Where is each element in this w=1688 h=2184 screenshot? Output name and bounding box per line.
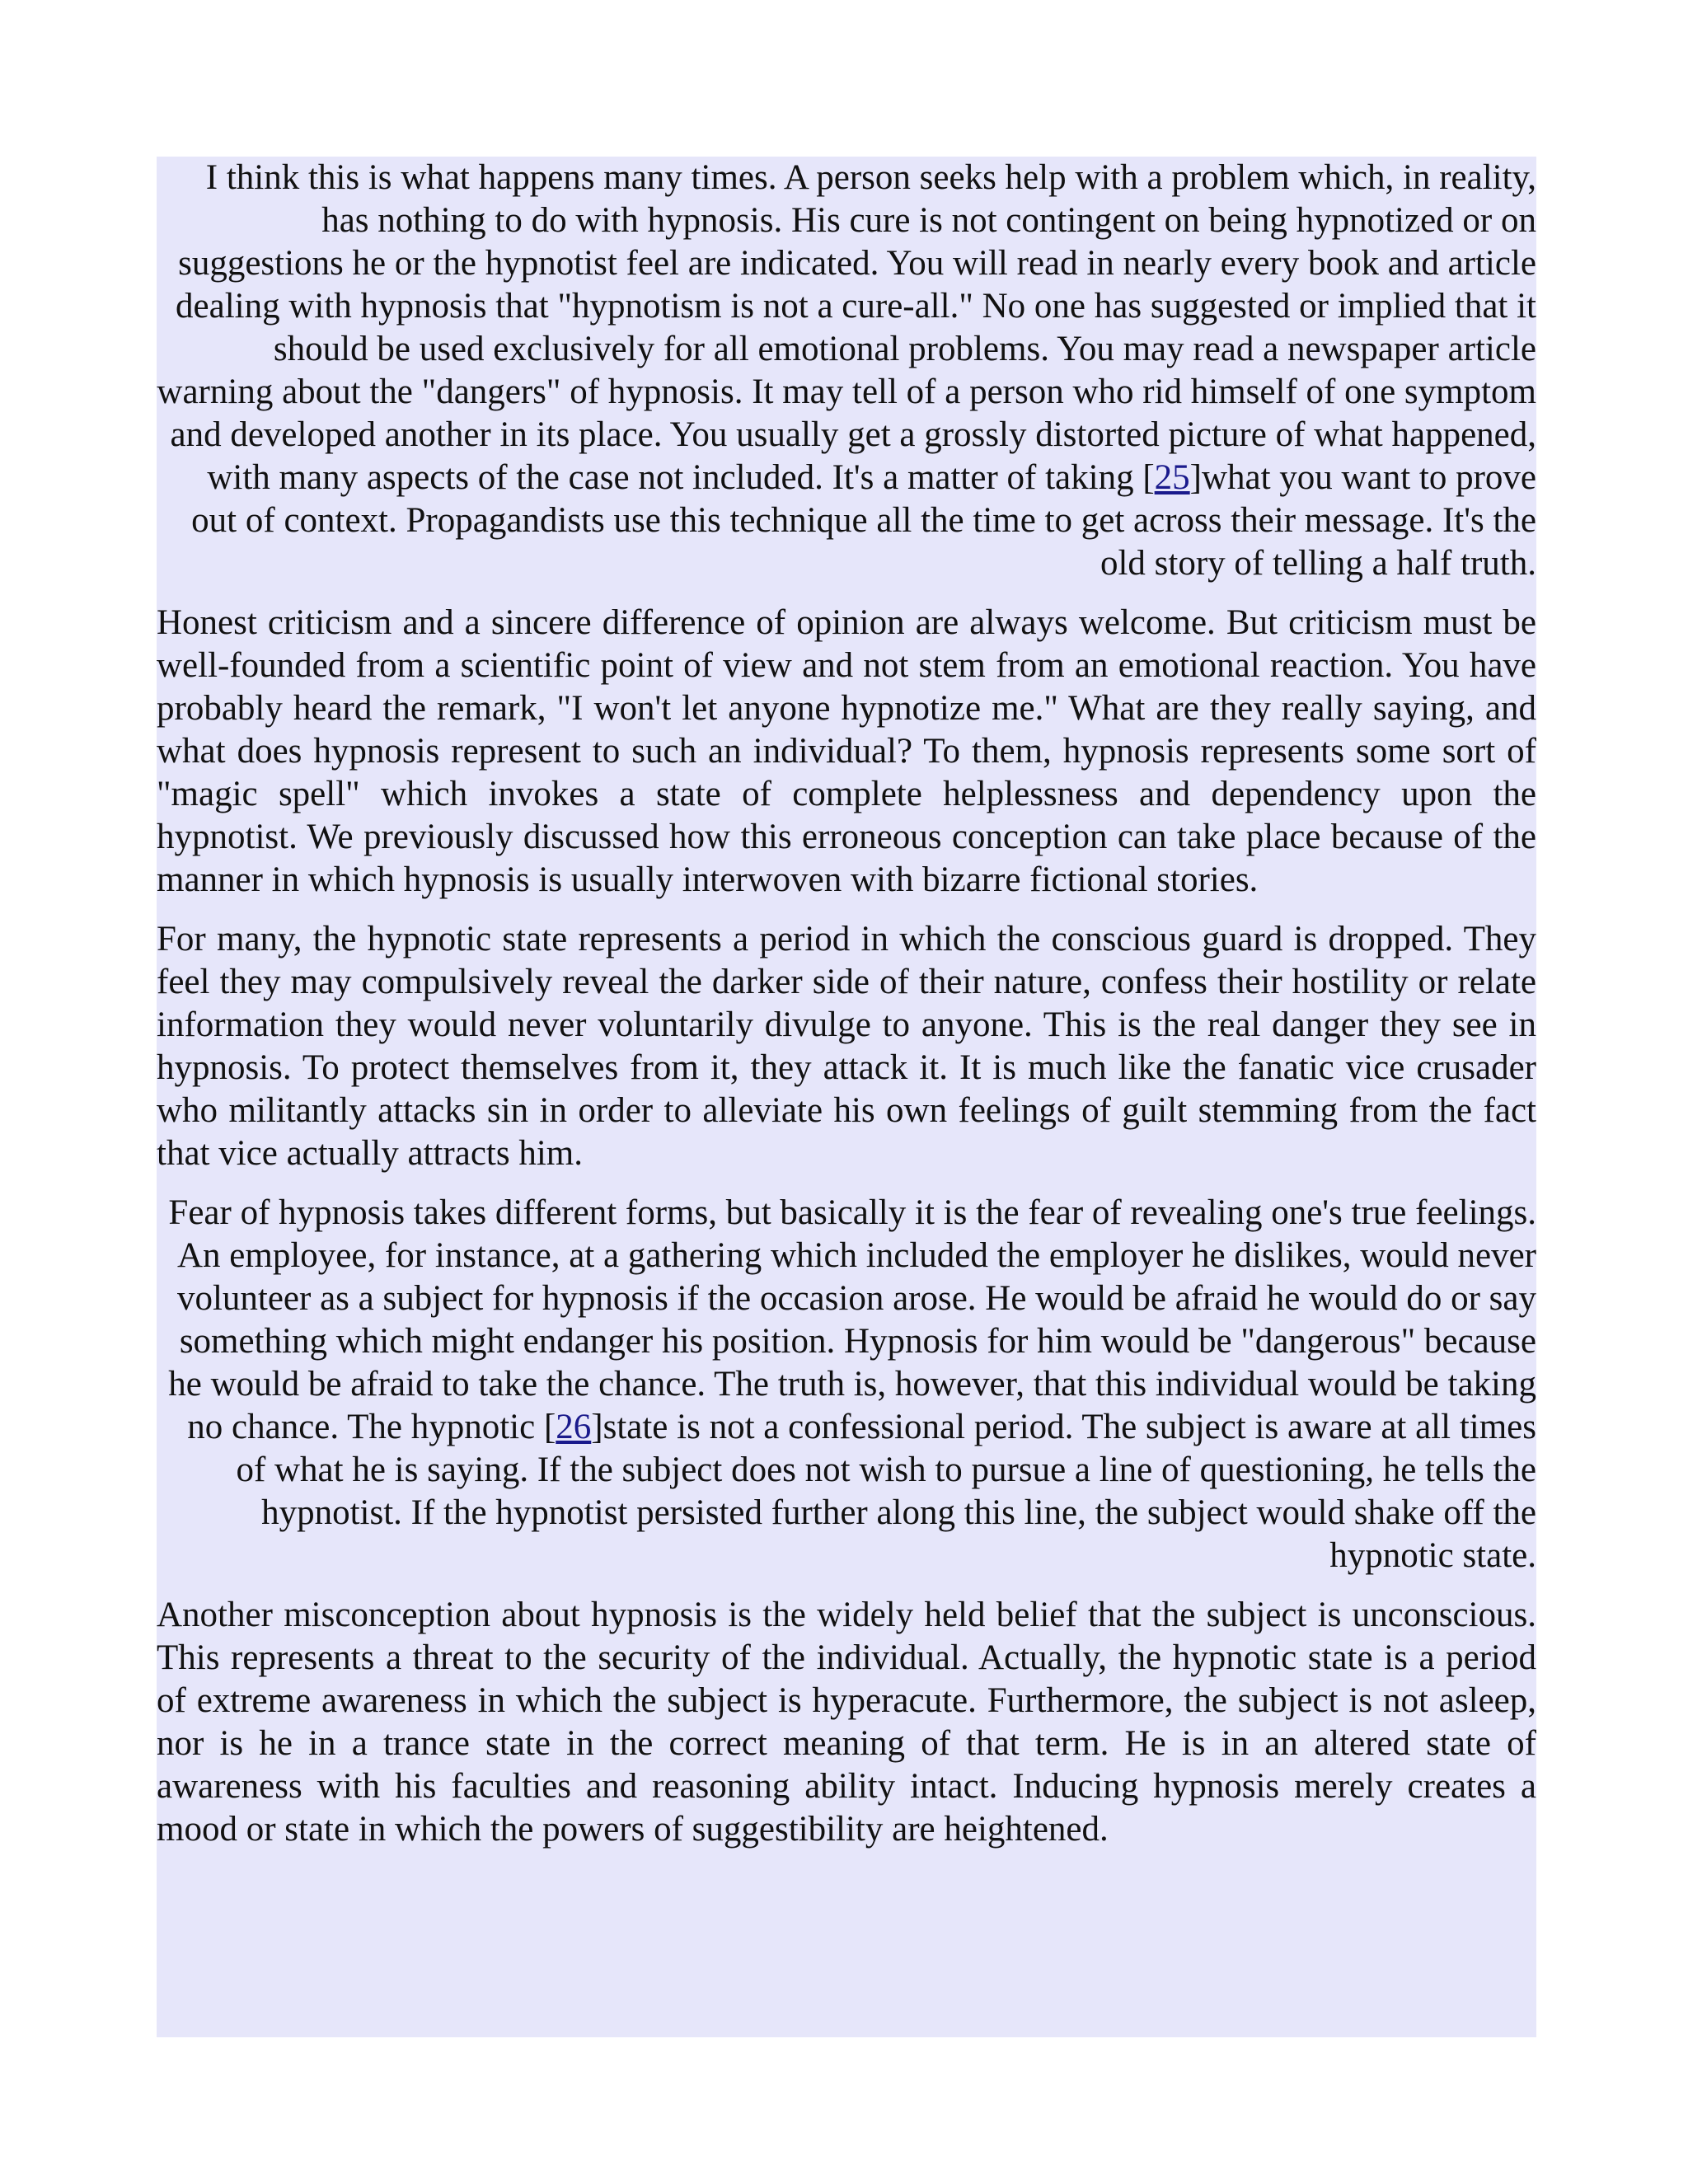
text-block: [157, 157, 1536, 2037]
paragraph-4-text-before: Fear of hypnosis takes different forms, but basically it is the fear of revealing one's true feelings. An employee, for instance, at a gathering which included the employer he dislikes, would never volunteer as a subject for hypnosis if the occasion arose. He would be afraid he would do or say something which might endanger his position. Hypnosis for him would be "dangerous" because he would be afraid to take the chance. The truth is, however, that this individual would be taking no chance. The hypnotic [: [168, 1193, 1536, 1446]
paragraph-5: Another misconception about hypnosis is the widely held belief that the subject is unconscious. This represents a threat to the security of the individual. Actually, the hypnotic state is a period of extreme awareness in which the subject is hyperacute. Furthermore, the subject is not asleep, nor is he in a trance state in the correct meaning of that term. He is in an altered state of awareness with his faculties and reasoning ability intact. Inducing hypnosis merely creates a mood or state in which the powers of suggestibility are heightened.: [157, 1596, 1536, 1849]
paragraph-3: For many, the hypnotic state represents a period in which the conscious guard is dropped. They feel they may compulsively reveal the darker side of their nature, confess their hostility or relate information they would never voluntarily divulge to anyone. This is the real danger they see in hypnosis. To protect themselves from it, they attack it. It is much like the fanatic vice crusader who militantly attacks sin in order to alleviate his own feelings of guilt stemming from the fact that vice actually attracts him.: [157, 920, 1536, 1173]
paragraph-1-text-before: I think this is what happens many times. A person seeks help with a problem which, in reality, has nothing to do with hypnosis. His cure is not contingent on being hypnotized or on suggestions he or the hypnotist feel are indicated. You will read in nearly every book and article dealing with hypnosis that "hypnotism is not a cure-all." No one has suggested or implied that it should be used exclusively for all emotional problems. You may read a newspaper article warning about the "dangers" of hypnosis. It may tell of a person who rid himself of one symptom and developed another in its place. You usually get a grossly distorted picture of what happened, with many aspects of the case not included. It's a matter of taking [: [157, 158, 1536, 497]
paragraph-2: Honest criticism and a sincere difference of opinion are always welcome. But criticism must be well-founded from a scientific point of view and not stem from an emotional reaction. You have probably heard the remark, "I won't let anyone hypnotize me." What are they really saying, and what does hypnosis represent to such an individual? To them, hypnosis represents some sort of "magic spell" which invokes a state of complete helplessness and dependency upon the hypnotist. We previously discussed how this erroneous conception can take place because of the manner in which hypnosis is usually interwoven with bizarre fictional stories.: [157, 603, 1536, 899]
footnote-link-25[interactable]: 25: [1154, 458, 1190, 497]
footnote-link-26[interactable]: 26: [556, 1408, 592, 1446]
paragraph-1-text-after: ]what you want to prove out of context. Propagandists use this technique all the time to get across their message. It's the old story of telling a half truth.: [191, 458, 1536, 583]
paragraph-4-text-after: ]state is not a confessional period. The subject is aware at all times of what he is saying. If the subject does not wish to pursue a line of questioning, he tells the hypnotist. If the hypnotist persisted further along this line, the subject would shake off the hypnotic state.: [236, 1408, 1536, 1575]
paragraph-4: [157, 1192, 1536, 1577]
paragraph-1: [157, 157, 1536, 585]
